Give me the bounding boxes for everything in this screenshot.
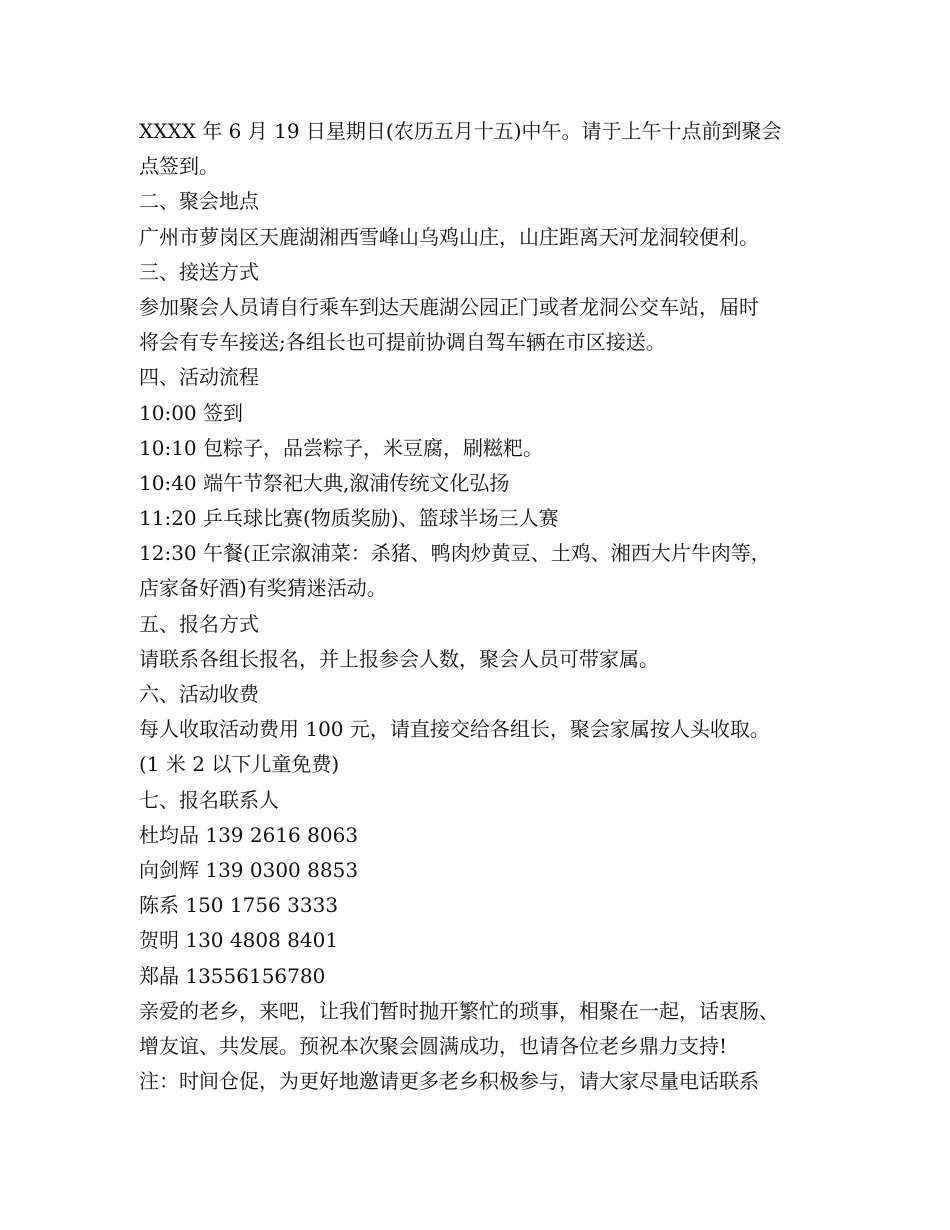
section-heading: 四、活动流程	[139, 365, 259, 390]
contact-entry: 贺明 130 4808 8401	[139, 928, 339, 953]
body-line: (1 米 2 以下儿童免费)	[139, 752, 340, 777]
schedule-item: 12:30 午餐(正宗溆浦菜：杀猪、鸭肉炒黄豆、土鸡、湘西大片牛肉等，	[139, 541, 771, 566]
schedule-item: 10:00 签到	[139, 400, 243, 425]
section-heading: 七、报名联系人	[139, 787, 279, 812]
body-line: 将会有专车接送;各组长也可提前协调自驾车辆在市区接送。	[139, 330, 666, 355]
body-line: 参加聚会人员请自行乘车到达天鹿湖公园正门或者龙洞公交车站，届时	[139, 294, 759, 319]
body-line: 每人收取活动费用 100 元，请直接交给各组长，聚会家属按人头收取。	[139, 717, 770, 742]
body-line: XXXX 年 6 月 19 日星期日(农历五月十五)中午。请于上午十点前到聚会	[139, 119, 782, 143]
section-heading: 二、聚会地点	[139, 189, 259, 214]
contact-entry: 郑晶 13556156780	[139, 963, 326, 988]
body-line: 增友谊、共发展。预祝本次聚会圆满成功，也请各位老乡鼎力支持!	[139, 1033, 728, 1058]
section-heading: 五、报名方式	[139, 611, 259, 636]
section-heading: 三、接送方式	[139, 259, 259, 284]
document-body	[139, 114, 839, 1099]
body-line: 点签到。	[139, 154, 219, 179]
schedule-item: 10:10 包粽子，品尝粽子，米豆腐，刷糍粑。	[139, 435, 543, 460]
contact-entry: 向剑辉 139 0300 8853	[139, 857, 359, 882]
body-line: 广州市萝岗区天鹿湖湘西雪峰山乌鸡山庄，山庄距离天河龙洞较便利。	[139, 224, 759, 249]
body-line: 亲爱的老乡，来吧，让我们暂时抛开繁忙的琐事，相聚在一起，话衷肠、	[139, 998, 779, 1023]
body-line: 请联系各组长报名，并上报参会人数，聚会人员可带家属。	[139, 646, 659, 671]
note-line: 注：时间仓促，为更好地邀请更多老乡积极参与，请大家尽量电话联系	[139, 1069, 759, 1094]
section-heading: 六、活动收费	[139, 682, 259, 706]
schedule-item: 11:20 乒乓球比赛(物质奖励)、篮球半场三人赛	[139, 506, 559, 531]
schedule-item: 10:40 端午节祭祀大典,溆浦传统文化弘扬	[139, 470, 510, 495]
contact-entry: 陈系 150 1756 3333	[139, 893, 339, 918]
body-line: 店家备好酒)有奖猜迷活动。	[139, 576, 387, 601]
contact-entry: 杜均品 139 2616 8063	[139, 822, 359, 847]
